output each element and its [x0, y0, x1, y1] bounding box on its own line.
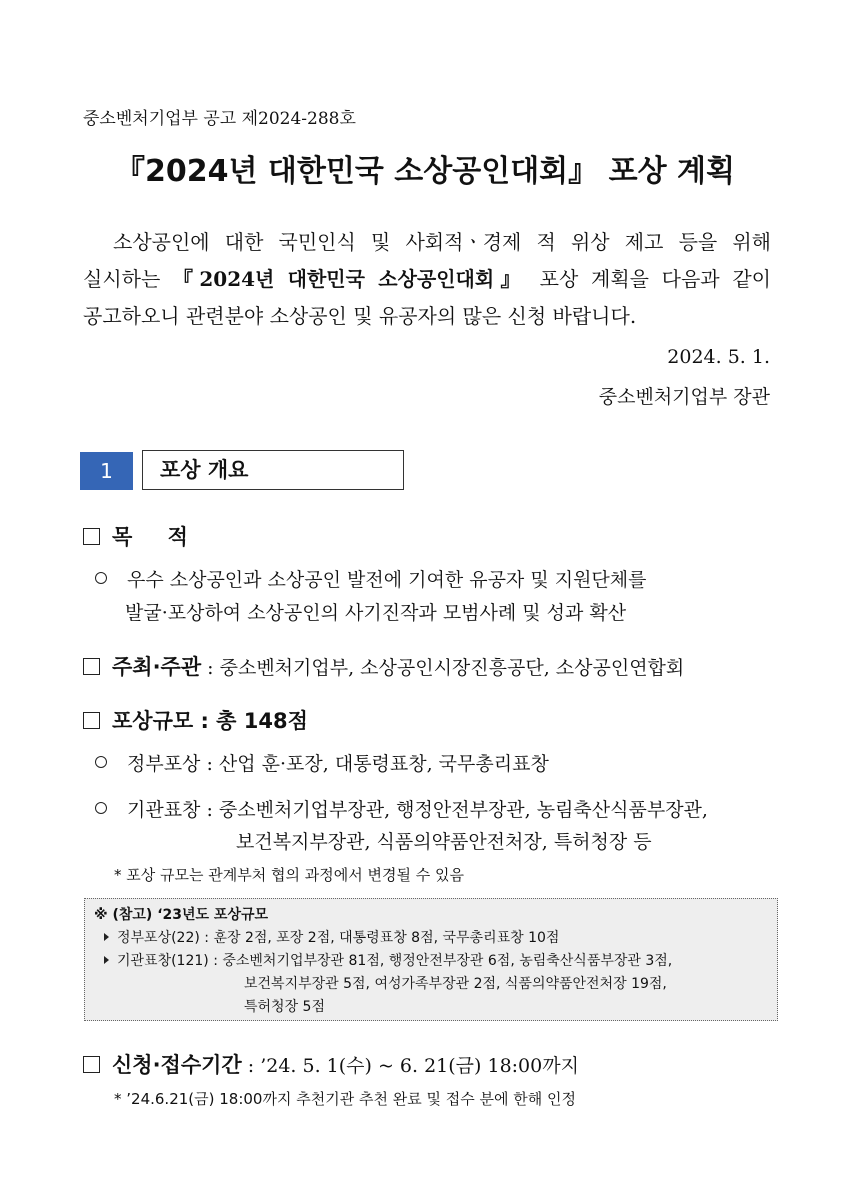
checkbox-square-icon — [83, 528, 100, 545]
inst-award-line-2: 보건복지부장관, 식품의약품안전처장, 특허청장 등 — [236, 831, 652, 853]
gov-award-item — [95, 749, 549, 776]
notice-date: 2024. 5. 1. — [667, 346, 770, 368]
reference-gov-value: 훈장 2점, 포장 2점, 대통령표창 8점, 국무총리표창 10점 — [213, 930, 560, 946]
apply-row — [83, 1049, 579, 1079]
circle-bullet-icon — [95, 802, 107, 814]
inst-award-label: 기관표창 : — [127, 799, 219, 821]
reference-inst-row — [104, 950, 672, 970]
purpose-heading — [83, 521, 202, 551]
circle-bullet-icon — [95, 572, 107, 584]
purpose-item — [95, 565, 646, 592]
intro-event-name: 『2024년 대한민국 소상공인대회』 — [173, 267, 527, 291]
reference-inst-line-2: 보건복지부장관 5점, 여성가족부장관 2점, 식품의약품안전처장 19점, — [244, 976, 667, 992]
section-number: 1 — [80, 452, 133, 490]
purpose-heading-label: 목 적 — [112, 525, 202, 549]
reference-gov-row — [104, 927, 559, 947]
reference-inst-line-1: 중소벤처기업부장관 81점, 행정안전부장관 6점, 농림축산식품부장관 3점, — [222, 953, 673, 969]
issuer: 중소벤처기업부 장관 — [598, 386, 770, 408]
scale-heading-label: 포상규모 : 총 148점 — [112, 709, 308, 733]
scale-heading — [83, 705, 308, 735]
apply-note: * ’24.6.21(금) 18:00까지 추천기관 추천 완료 및 접수 분에 한해 인정 — [114, 1090, 576, 1108]
intro-line-3: 공고하오니 관련분야 소상공인 및 유공자의 많은 신청 바랍니다. — [83, 304, 637, 328]
intro-line-2 — [83, 261, 771, 298]
reference-title: ※ (참고) ‘23년도 포상규모 — [94, 907, 269, 923]
triangle-bullet-icon — [104, 956, 109, 964]
apply-separator: : — [241, 1055, 261, 1077]
intro-line-2-post: 포상 계획을 다음과 같이 — [526, 267, 771, 291]
circle-bullet-icon — [95, 756, 107, 768]
checkbox-square-icon — [83, 658, 100, 675]
purpose-line-2: 발굴·포상하여 소상공인의 사기진작과 모범사례 및 성과 확산 — [125, 602, 627, 624]
apply-value: ’24. 5. 1(수) ~ 6. 21(금) 18:00까지 — [260, 1055, 579, 1077]
triangle-bullet-icon — [104, 933, 109, 941]
document-title: 『2024년 대한민국 소상공인대회』 포상 계획 — [115, 154, 735, 189]
reference-gov-label: 정부포상(22) : — [117, 930, 214, 946]
scale-note: * 포상 규모는 관계부처 협의 과정에서 변경될 수 있음 — [114, 866, 464, 884]
inst-award-line-1: 중소벤처기업부장관, 행정안전부장관, 농림축산식품부장관, — [218, 799, 708, 821]
checkbox-square-icon — [83, 712, 100, 729]
reference-inst-line-3: 특허청장 5점 — [244, 999, 325, 1015]
reference-box — [84, 898, 778, 1021]
intro-line-1: 소상공인에 대한 국민인식 및 사회적ㆍ경제 적 위상 제고 등을 위해 — [113, 230, 771, 254]
host-separator: : — [201, 657, 220, 679]
purpose-line-1: 우수 소상공인과 소상공인 발전에 기여한 유공자 및 지원단체를 — [127, 569, 647, 591]
checkbox-square-icon — [83, 1056, 100, 1073]
host-row — [83, 651, 684, 681]
host-heading: 주최·주관 — [112, 655, 202, 679]
reference-inst-label: 기관표창(121) : — [117, 953, 223, 969]
gov-award-label: 정부포상 : — [127, 753, 219, 775]
intro-paragraph — [83, 224, 771, 335]
apply-heading: 신청·접수기간 — [112, 1053, 242, 1077]
inst-award-item — [95, 795, 708, 822]
host-value: 중소벤처기업부, 소상공인시장진흥공단, 소상공인연합회 — [219, 657, 685, 679]
gov-award-value: 산업 훈·포장, 대통령표창, 국무총리표창 — [218, 753, 549, 775]
section-title: 포상 개요 — [142, 450, 404, 490]
intro-line-2-pre: 실시하는 — [83, 267, 173, 291]
notice-number: 중소벤처기업부 공고 제2024-288호 — [83, 109, 356, 129]
